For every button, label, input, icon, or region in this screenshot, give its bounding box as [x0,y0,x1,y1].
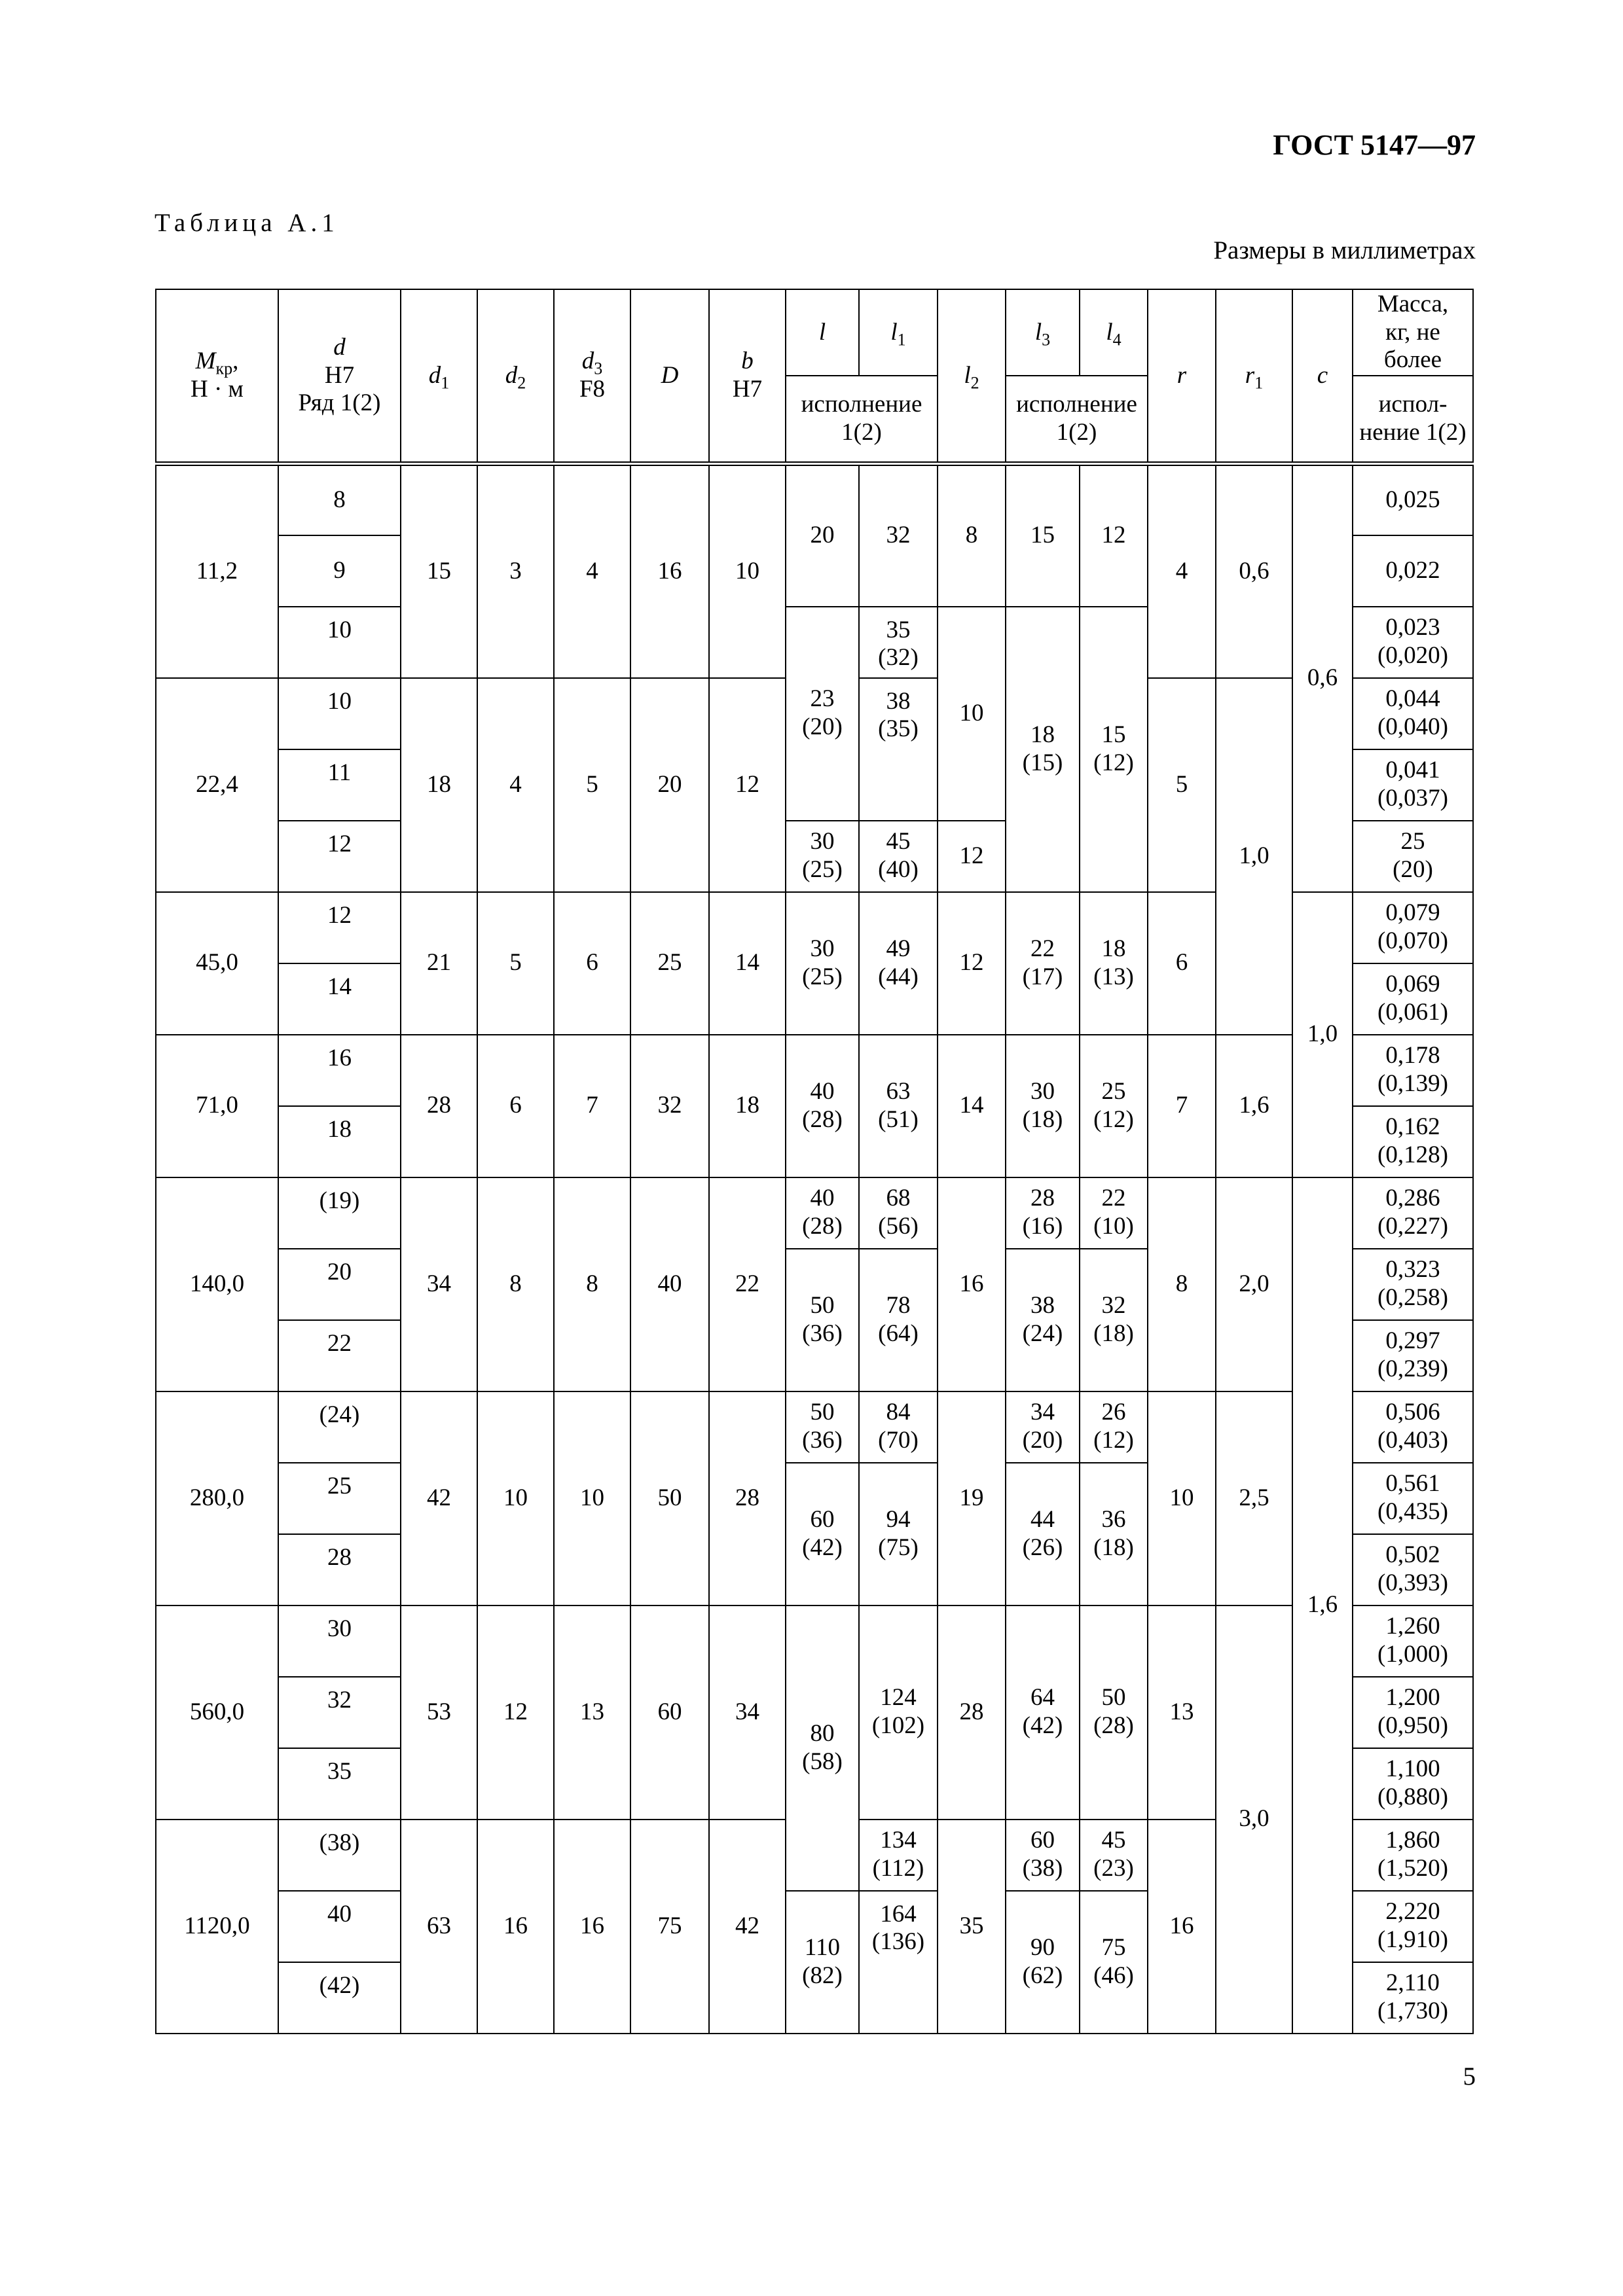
d3-cell: 16 [554,1820,630,2034]
b-cell: 12 [709,678,786,892]
bore-cell: 14 [278,963,401,1035]
l2-cell: 19 [938,1391,1006,1605]
l4-cell: 22 (10) [1080,1177,1148,1249]
mass-cell: 0,561 (0,435) [1353,1463,1473,1534]
b-cell: 18 [709,1035,786,1177]
l1-cell: 84 (70) [859,1391,938,1463]
l1-cell: 35 (32) [859,607,938,678]
l-cell: 80 (58) [786,1605,859,1891]
d3-cell: 7 [554,1035,630,1177]
l3-cell: 38 (24) [1006,1249,1080,1391]
bore-cell: 30 [278,1605,401,1677]
header-d1: $d_1$ [401,289,477,464]
l3-cell: 30 (18) [1006,1035,1080,1177]
mass-cell: 0,025 [1353,464,1473,535]
d2-cell: 4 [477,678,554,892]
d3-cell: 6 [554,892,630,1035]
l3-cell: 25 (20) [1353,821,1473,892]
r-cell: 6 [1148,892,1216,1035]
l3-cell: 28 (16) [1006,1177,1080,1249]
l2-cell: 10 [938,607,1006,821]
D-cell: 60 [630,1605,709,1820]
d2-cell: 3 [477,464,554,678]
r1-cell: 2,5 [1216,1391,1292,1605]
bore-cell: 10 [278,678,401,749]
l1-cell: 78 (64) [859,1249,938,1391]
header-l: l [786,289,859,376]
header-l1: $l_1$ [859,289,938,376]
mass-cell: 0,297 (0,239) [1353,1320,1473,1391]
mass-cell: 1,860 (1,520) [1353,1820,1473,1891]
mass-cell: 1,260 (1,000) [1353,1605,1473,1677]
bore-cell: 10 [278,607,401,678]
l3-cell: 64 (42) [1006,1605,1080,1820]
l1-cell: 94 (75) [859,1463,938,1605]
torque-cell: 45,0 [156,892,278,1035]
header-torque: $M_{кр}$, Н · м [156,289,278,464]
l1-cell: 49 (44) [859,892,938,1035]
d2-cell: 5 [477,892,554,1035]
header-r: r [1148,289,1216,464]
r1-cell: 1,0 [1216,678,1292,1035]
D-cell: 75 [630,1820,709,2034]
l-cell: 40 (28) [786,1177,859,1249]
d1-cell: 18 [401,678,477,892]
mass-cell: 0,323 (0,258) [1353,1249,1473,1320]
d1-cell: 53 [401,1605,477,1820]
c-cell: 1,6 [1292,1177,1353,2034]
header-c: c [1292,289,1353,464]
l-cell: 40 (28) [786,1035,859,1177]
header-d2: $d_2$ [477,289,554,464]
b-cell: 10 [709,464,786,678]
l2-cell: 28 [938,1605,1006,1820]
r-cell: 7 [1148,1035,1216,1177]
bore-cell: 40 [278,1891,401,1962]
l-cell: 60 (42) [786,1463,859,1605]
bore-cell: 8 [278,464,401,535]
d1-cell: 28 [401,1035,477,1177]
l2-cell: 14 [938,1035,1006,1177]
D-cell: 25 [630,892,709,1035]
bore-cell: 28 [278,1534,401,1605]
r1-cell: 1,6 [1216,1035,1292,1177]
l-cell: 30 (25) [786,892,859,1035]
r1-cell: 0,6 [1216,464,1292,678]
header-execution-l3: исполнение 1(2) [1006,376,1148,464]
bore-cell: 25 [278,1463,401,1534]
mass-cell: 0,069 (0,061) [1353,963,1473,1035]
header-l2: $l_2$ [938,289,1006,464]
table-row [156,1035,1473,1106]
c-cell: 0,6 [1292,464,1353,892]
bore-cell: (38) [278,1820,401,1891]
l4-cell: 25 (12) [1080,1035,1148,1177]
r-cell: 10 [1148,1391,1216,1605]
l4-cell: 36 (18) [1080,1463,1148,1605]
c-cell: 1,0 [1292,892,1353,1177]
b-cell: 42 [709,1820,786,2034]
l3-cell: 22 (17) [1006,892,1080,1035]
l2-cell: 8 [938,464,1006,607]
bore-cell: (24) [278,1391,401,1463]
mass-cell: 2,220 (1,910) [1353,1891,1473,1962]
mass-cell: 1,100 (0,880) [1353,1748,1473,1820]
d3-cell: 10 [554,1391,630,1605]
bore-cell: 16 [278,1035,401,1106]
bore-cell: 12 [278,892,401,963]
page-number: 5 [1463,2062,1476,2090]
d2-cell: 8 [477,1177,554,1391]
torque-cell: 140,0 [156,1177,278,1391]
d3-cell: 13 [554,1605,630,1820]
l3-cell: 90 (62) [1006,1891,1080,2034]
mass-cell: 0,286 (0,227) [1353,1177,1473,1249]
D-cell: 50 [630,1391,709,1605]
d1-cell: 15 [401,464,477,678]
header-l3: $l_3$ [1006,289,1080,376]
table-row [156,464,1473,535]
bore-cell: 35 [278,1748,401,1820]
header-execution-mass: испол- нение 1(2) [1353,376,1473,464]
b-cell: 34 [709,1605,786,1820]
mass-cell: 2,110 (1,730) [1353,1962,1473,2034]
d3-cell: 4 [554,464,630,678]
header-r1: $r_1$ [1216,289,1292,464]
header-d: d H7 Ряд 1(2) [278,289,401,464]
l1-cell: 45 (40) [859,821,938,892]
l4-cell: 26 (12) [1080,1391,1148,1463]
b-cell: 14 [709,892,786,1035]
mass-cell: 0,022 [1353,535,1473,607]
l1-cell: 134 (112) [859,1820,938,1891]
D-cell: 40 [630,1177,709,1391]
mass-cell: 0,506 (0,403) [1353,1391,1473,1463]
torque-cell: 560,0 [156,1605,278,1820]
mass-cell: 0,178 (0,139) [1353,1035,1473,1106]
l4-cell: 75 (46) [1080,1891,1148,2034]
bore-cell: 18 [278,1106,401,1177]
header-execution-l: исполнение 1(2) [786,376,938,464]
mass-cell: 0,162 (0,128) [1353,1106,1473,1177]
l3-cell: 15 [1006,464,1080,607]
torque-cell: 22,4 [156,678,278,892]
l4-cell: 32 (18) [1080,1249,1148,1391]
l4-cell: 12 [1080,464,1148,607]
l2-cell: 12 [938,892,1006,1035]
l1-cell: 63 (51) [859,1035,938,1177]
header-D: D [630,289,709,464]
mass-cell: 0,502 (0,393) [1353,1534,1473,1605]
torque-cell: 71,0 [156,1035,278,1177]
standard-designation: ГОСТ 5147—97 [1273,129,1476,161]
bore-cell: 22 [278,1320,401,1391]
l-cell: 50 (36) [786,1249,859,1391]
bore-cell: 32 [278,1677,401,1748]
l3-cell: 44 (26) [1006,1463,1080,1605]
r-cell: 5 [1148,678,1216,892]
dimensions-table [155,289,1474,2034]
bore-cell: 12 [278,821,401,892]
table-row [156,1391,1473,1463]
header-d3: $d_3$ F8 [554,289,630,464]
r1-cell: 2,0 [1216,1177,1292,1391]
l2-cell: 12 [938,821,1006,892]
bore-cell: 9 [278,535,401,607]
l4-cell: 45 (23) [1080,1820,1148,1891]
units-note: Размеры в миллиметрах [1213,236,1476,264]
d1-cell: 42 [401,1391,477,1605]
d1-cell: 34 [401,1177,477,1391]
D-cell: 32 [630,1035,709,1177]
l2-cell: 16 [938,1177,1006,1391]
l4-cell: 18 (13) [1080,892,1148,1035]
l-cell: 20 [786,464,859,607]
D-cell: 20 [630,678,709,892]
l1-cell: 68 (56) [859,1177,938,1249]
D-cell: 16 [630,464,709,678]
torque-cell: 1120,0 [156,1820,278,2034]
d1-cell: 21 [401,892,477,1035]
table-row [156,1605,1473,1677]
l1-cell: 164 (136) [859,1891,938,2034]
l3-cell: 34 (20) [1006,1391,1080,1463]
d2-cell: 16 [477,1820,554,2034]
r-cell: 16 [1148,1820,1216,2034]
bore-cell: (42) [278,1962,401,2034]
mass-cell: 1,200 (0,950) [1353,1677,1473,1748]
bore-cell: 11 [278,749,401,821]
l3-cell: 18 (15) [1006,607,1080,892]
l1-cell: 32 [859,464,938,607]
l-cell: 30 (25) [786,821,859,892]
d2-cell: 12 [477,1605,554,1820]
r-cell: 8 [1148,1177,1216,1391]
bore-cell: (19) [278,1177,401,1249]
torque-cell: 11,2 [156,464,278,678]
l2-cell: 35 [938,1820,1006,2034]
mass-cell: 0,079 (0,070) [1353,892,1473,963]
d3-cell: 5 [554,678,630,892]
bore-cell: 20 [278,1249,401,1320]
l-cell: 110 (82) [786,1891,859,2034]
l-cell: 23 (20) [786,607,859,821]
torque-cell: 280,0 [156,1391,278,1605]
d2-cell: 10 [477,1391,554,1605]
r-cell: 13 [1148,1605,1216,1820]
b-cell: 28 [709,1391,786,1605]
d3-cell: 8 [554,1177,630,1391]
mass-cell: 0,023 (0,020) [1353,607,1473,678]
mass-cell: 0,041 (0,037) [1353,749,1473,821]
r1-cell: 3,0 [1216,1605,1292,2034]
l1-cell: 124 (102) [859,1605,938,1820]
table-row [156,1177,1473,1249]
b-cell: 22 [709,1177,786,1391]
mass-cell: 0,044 (0,040) [1353,678,1473,749]
header-l4: $l_4$ [1080,289,1148,376]
l3-cell: 60 (38) [1006,1820,1080,1891]
r-cell: 4 [1148,464,1216,678]
l1-cell: 38 (35) [859,678,938,821]
table-caption: Таблица А.1 [155,209,339,237]
l4-cell: 15 (12) [1080,607,1148,892]
l4-cell: 50 (28) [1080,1605,1148,1820]
d2-cell: 6 [477,1035,554,1177]
header-b: b H7 [709,289,786,464]
l-cell: 50 (36) [786,1391,859,1463]
d1-cell: 63 [401,1820,477,2034]
header-mass: Масса, кг, не более [1353,289,1473,376]
